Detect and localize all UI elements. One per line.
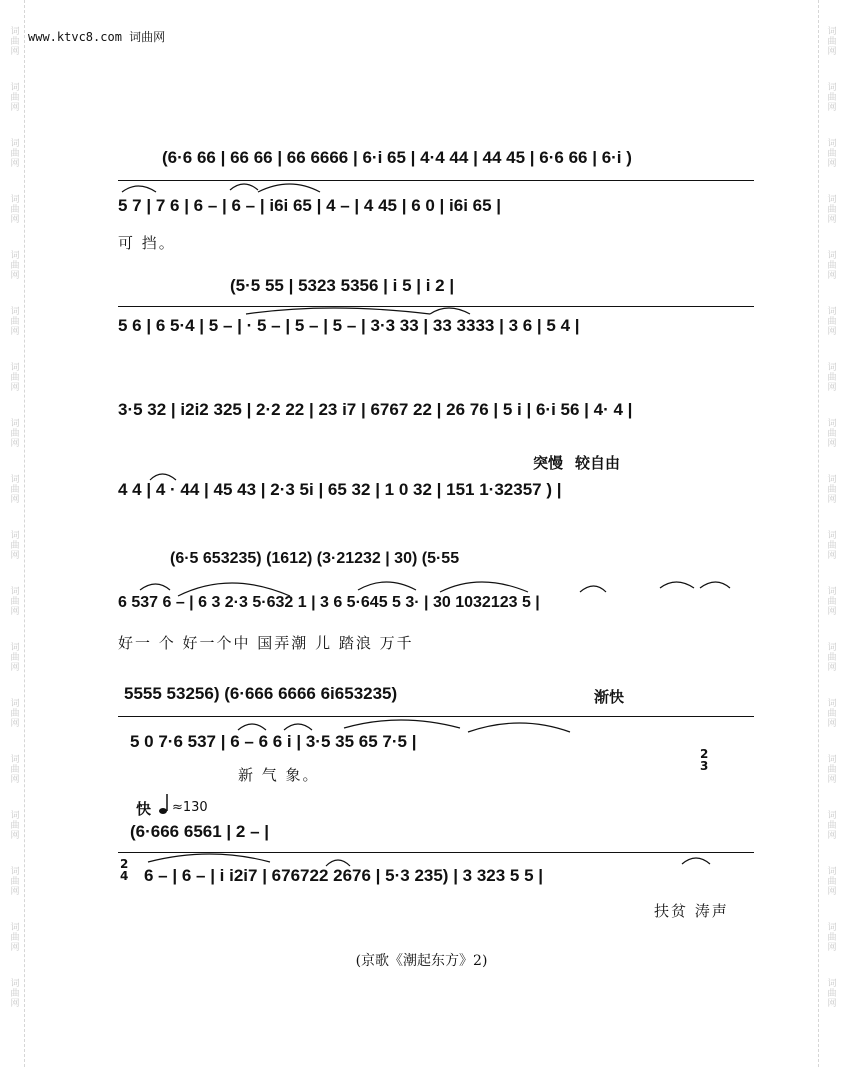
watermark-text: 词曲网 <box>825 978 836 1008</box>
watermark-text: 词曲网 <box>825 82 836 112</box>
grace-top: 2 <box>700 747 709 761</box>
system-5-lyrics: 好一 个 好一个中 国弄潮 儿 踏浪 万千 <box>118 634 414 652</box>
watermark-text: 词曲网 <box>825 26 836 56</box>
system-7-top-line: (6·666 6561 | 2 – | <box>130 822 269 841</box>
system-1-top-line: (6·6 66 | 66 66 | 66 6666 | 6·i 65 | 4·4 44 | 44 45 | 6·6 66 | 6·i ) <box>162 148 632 167</box>
system-2-top-line: (5·5 55 | 5323 5356 | i 5 | i 2 | <box>230 276 455 295</box>
watermark-text: 词曲网 <box>825 810 836 840</box>
watermark-text: 词曲网 <box>8 978 19 1008</box>
watermark-text: 词曲网 <box>825 306 836 336</box>
faster-marking: 渐快 <box>594 688 625 706</box>
watermark-text: 词曲网 <box>825 250 836 280</box>
site-header: www.ktvc8.com 词曲网 <box>28 30 166 44</box>
metronome-value: ≈130 <box>172 800 208 815</box>
watermark-text: 词曲网 <box>8 26 19 56</box>
watermark-text: 词曲网 <box>825 194 836 224</box>
watermark-text: 词曲网 <box>8 418 19 448</box>
system-6-top-line: 5555 53256) (6·666 6666 6i653235) <box>124 684 398 703</box>
watermark-text: 词曲网 <box>8 754 19 784</box>
watermark-text: 词曲网 <box>825 922 836 952</box>
watermark-text: 词曲网 <box>8 138 19 168</box>
system-5-top-line: (6·5 653235) (1612) (3·21232 | 30) (5·55 <box>170 550 460 567</box>
watermark-text: 词曲网 <box>825 418 836 448</box>
watermark-text: 词曲网 <box>8 362 19 392</box>
watermark-text: 词曲网 <box>8 642 19 672</box>
watermark-text: 词曲网 <box>825 754 836 784</box>
watermark-text: 词曲网 <box>825 530 836 560</box>
system-3-main-line: 3·5 32 | i2i2 325 | 2·2 22 | 23 i7 | 6767 22 | 26 76 | 5 i | 6·i 56 | 4· 4 | <box>118 400 633 419</box>
watermark-text: 词曲网 <box>825 586 836 616</box>
system-6-lyrics: 新 气 象。 <box>238 766 320 784</box>
watermark-text: 词曲网 <box>8 250 19 280</box>
watermark-text: 词曲网 <box>825 866 836 896</box>
watermark-text: 词曲网 <box>825 362 836 392</box>
watermark-text: 词曲网 <box>8 698 19 728</box>
watermark-text: 词曲网 <box>8 586 19 616</box>
system-7-main-line: 6 – | 6 – | i i2i7 | 676722 2676 | 5·3 235) | 3 323 5 5 | <box>144 866 544 885</box>
watermark-text: 词曲网 <box>825 138 836 168</box>
watermark-text: 词曲网 <box>8 82 19 112</box>
time-sig-top: 2 <box>120 857 129 871</box>
caption: (京歌《潮起东方》2) <box>355 953 488 969</box>
system-1-main-line: 5 7 | 7 6 | 6 – | 6 – | i6i 65 | 4 – | 4 45 | 6 0 | i6i 65 | <box>118 196 502 215</box>
watermark-text: 词曲网 <box>825 474 836 504</box>
watermark-text: 词曲网 <box>8 474 19 504</box>
fast-marking: 快 <box>136 800 152 818</box>
free-tempo-marking: 较自由 <box>575 454 621 472</box>
watermark-text: 词曲网 <box>8 922 19 952</box>
system-2-main-line: 5 6 | 6 5·4 | 5 – | · 5 – | 5 – | 5 – | 3·3 33 | 33 3333 | 3 6 | 5 4 | <box>118 316 580 335</box>
time-sig-bottom: 4 <box>120 869 129 883</box>
watermark-text: 词曲网 <box>825 698 836 728</box>
watermark-text: 词曲网 <box>825 642 836 672</box>
watermark-text: 词曲网 <box>8 306 19 336</box>
grace-bottom: 3 <box>700 759 709 773</box>
watermark-text: 词曲网 <box>8 866 19 896</box>
watermark-text: 词曲网 <box>8 810 19 840</box>
system-1-lyrics: 可 挡。 <box>118 234 176 252</box>
system-5-main-line: 6 537 6 – | 6 3 2·3 5·632 1 | 3 6 5·645 5 3· | 30 1032123 5 | <box>118 594 540 611</box>
sudden-slow-marking: 突慢 <box>533 454 564 472</box>
watermark-text: 词曲网 <box>8 530 19 560</box>
system-6-main-line: 5 0 7·6 537 | 6 – 6 6 i | 3·5 35 65 7·5 | <box>130 732 417 751</box>
system-4-main-line: 4 4 | 4 · 44 | 45 43 | 2·3 5i | 65 32 | 1 0 32 | 151 1·32357 ) | <box>118 480 562 499</box>
system-7-lyrics: 扶贫 涛声 <box>654 902 729 920</box>
watermark-text: 词曲网 <box>8 194 19 224</box>
